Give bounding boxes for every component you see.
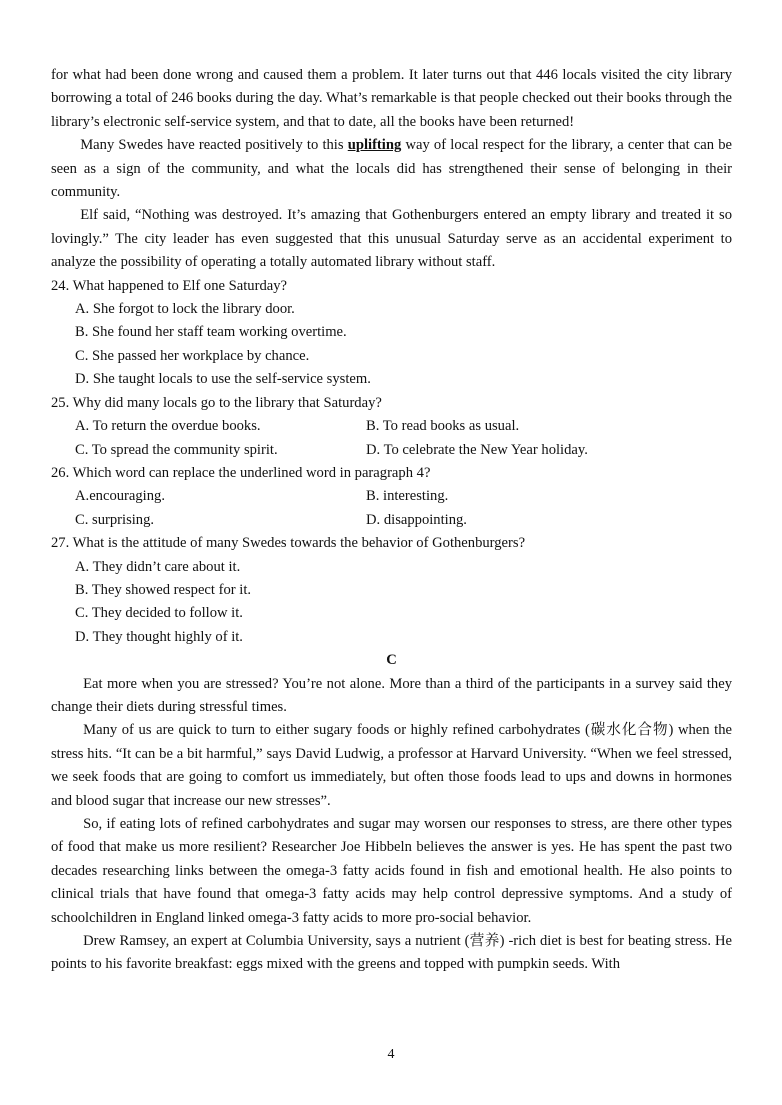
option-b: B. They showed respect for it. xyxy=(75,581,252,598)
underlined-word: uplifting xyxy=(347,137,402,154)
option-b: B. To read books as usual. xyxy=(366,418,520,435)
paragraph-5: Elf said, “Nothing was destroyed. It’s amazing that Gothenburgers entered an empty library and treated it so lovingly.” The city leader has even suggested that this unusual Saturday serve as an accidental experiment to analyze the possibility of operating a totally automated library without staff. xyxy=(51,207,732,271)
option-d: D. To celebrate the New Year holiday. xyxy=(366,441,588,458)
paragraph-4-start: Many Swedes have reacted positively to this xyxy=(80,137,348,154)
paragraph-4-end: way of local respect for the library, a center that can be seen as a sign of the community, and what the locals did has strengthened their sense of belonging in their community. xyxy=(51,137,733,201)
question-stem: 26. Which word can replace the underlined word in paragraph 4? xyxy=(51,464,431,481)
question-27 xyxy=(51,532,732,649)
option-a: A. They didn’t care about it. xyxy=(75,558,241,575)
section-c-paragraph-3: So, if eating lots of refined carbohydrates and sugar may worsen our responses to stress, are there other types of food that make us more resilient? Researcher Joe Hibbeln believes the answer is yes. He has spent the past two decades researching links between the omega-3 fatty acids found in fish and emotional health. He also points to clinical trials that have found that omega-3 fatty acids may help control depressive symptoms. And a study of schoolchildren in England linked omega-3 fatty acids to more pro-social behavior. xyxy=(51,816,732,926)
option-a: A. She forgot to lock the library door. xyxy=(75,301,295,318)
option-a: A.encouraging. xyxy=(75,488,165,505)
option-c: C. She passed her workplace by chance. xyxy=(75,347,310,364)
option-b: B. She found her staff team working overtime. xyxy=(75,324,347,341)
document-page xyxy=(51,64,732,977)
option-a: A. To return the overdue books. xyxy=(75,418,261,435)
section-heading: C xyxy=(386,652,397,669)
section-c-paragraph-4: Drew Ramsey, an expert at Columbia University, says a nutrient (营养) -rich diet is best for beating stress. He points to his favorite breakfast: eggs mixed with the greens and topped with pumpkin seeds. With xyxy=(51,933,732,973)
section-c-paragraph-2: Many of us are quick to turn to either sugary foods or highly refined carbohydrates (碳水化合物) when the stress hits. “It can be a bit harmful,” says David Ludwig, a professor at Harvard University. “When we feel stressed, we seek foods that are going to comfort us immediately, but often those foods lead to ups and downs in hormones and blood sugar that increase our new stresses”. xyxy=(51,722,732,809)
section-c-paragraph-1: Eat more when you are stressed? You’re not alone. More than a third of the participants in a survey said they change their diets during stressful times. xyxy=(51,675,732,715)
option-b: B. interesting. xyxy=(366,488,449,505)
paragraph-continued: for what had been done wrong and caused them a problem. It later turns out that 446 locals visited the city library borrowing a total of 246 books during the day. What’s remarkable is that people checked out their books through the library’s electronic self-service system, and that to date, all the books have been returned! xyxy=(51,67,732,130)
question-stem: 27. What is the attitude of many Swedes towards the behavior of Gothenburgers? xyxy=(51,535,526,552)
option-d: D. She taught locals to use the self-service system. xyxy=(75,371,371,388)
option-d: D. disappointing. xyxy=(366,511,467,528)
paragraph-4 xyxy=(51,134,732,204)
question-26 xyxy=(51,462,732,532)
option-c: C. surprising. xyxy=(75,511,155,528)
option-c: C. To spread the community spirit. xyxy=(75,441,278,458)
question-stem: 25. Why did many locals go to the library that Saturday? xyxy=(51,394,382,411)
option-c: C. They decided to follow it. xyxy=(75,605,243,622)
option-d: D. They thought highly of it. xyxy=(75,628,243,645)
question-stem: 24. What happened to Elf one Saturday? xyxy=(51,277,287,294)
question-25 xyxy=(51,392,732,462)
question-24 xyxy=(51,275,732,392)
page-number: 4 xyxy=(387,1047,395,1062)
